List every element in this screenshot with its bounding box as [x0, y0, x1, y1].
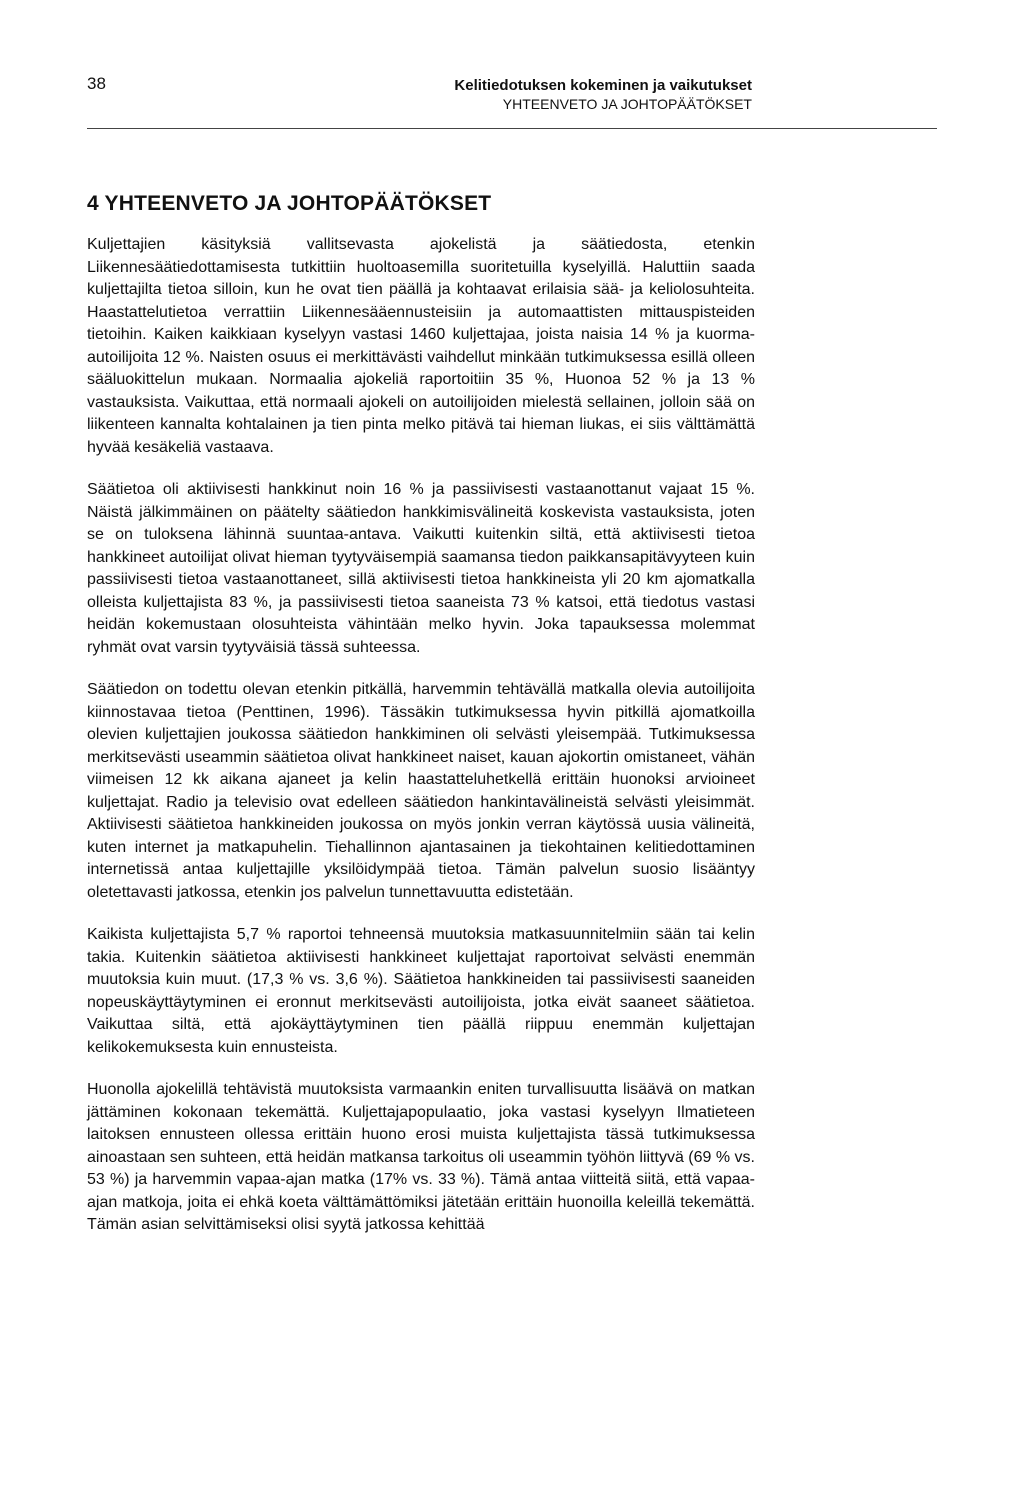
paragraph-5: Huonolla ajokelillä tehtävistä muutoksista varmaankin eniten turvallisuutta lisäävä on matkan jättäminen kokonaan tekemättä. Kuljettajapopulaatio, joka vastasi kyselyyn Ilmatieteen laitoksen ennusteen ollessa erittäin huono erosi muista kuljettajista tässä tutkimuksessa ainoastaan sen suhteen, että heidän matkansa tarkoitus oli useammin työhön liittyvä (69 % vs. 53 %) ja harvemmin vapaa-ajan matka (17% vs. 33 %). Tämä antaa viitteitä siitä, että vapaa-ajan matkoja, joita ei ehkä koeta välttämättömiksi jätetään erittäin huonoilla keleillä tekemättä. Tämän asian selvittämiseksi olisi syytä jatkossa kehittää — [87, 1081, 755, 1233]
body-text — [87, 234, 755, 1257]
page-number: 38 — [87, 74, 106, 93]
running-header-subtitle: YHTEENVETO JA JOHTOPÄÄTÖKSET — [502, 96, 752, 112]
paragraph-2: Säätietoa oli aktiivisesti hankkinut noin 16 % ja passiivisesti vastaanottanut vajaat 15 %. Näistä jälkimmäinen on päätelty säätiedon hankkimisvälineitä koskevista vastauksista, joten se on tuloksena lähinnä suuntaa-antava. Vaikutti kuitenkin siltä, että aktiivisesti tietoa hankkineet autoilijat olivat hieman tyytyväisempiä saamansa tiedon paikkansapitävyyteen kuin passiivisesti tietoa vastaanottaneet, sillä aktiivisesti tietoa hankkineista yli 20 km ajomatkalla olleista kuljettajista 83 %, ja passiivisesti tietoa saaneista 73 % katsoi, että tiedotus vastasi heidän kokemustaan olosuhteista vähintään melko hyvin. Joka tapauksessa molemmat ryhmät ovat varsin tyytyväisiä tässä suhteessa. — [87, 481, 755, 656]
header-divider — [87, 128, 937, 129]
paragraph-4: Kaikista kuljettajista 5,7 % raportoi tehneensä muutoksia matkasuunnitelmiin sään tai kelin takia. Kuitenkin säätietoa aktiivisesti hankkineet kuljettajat raportoivat selvästi enemmän muutoksia kuin muut. (17,3 % vs. 3,6 %). Säätietoa hankkineiden tai passiivisesti saaneiden nopeuskäyttäytyminen ei eronnut merkitsevästi autoilijoista, jotka eivät saaneet säätietoa. Vaikuttaa siltä, että ajokäyttäytyminen tien päällä riippuu enemmän kuljettajan kelikokemuksesta kuin ennusteista. — [87, 926, 755, 1056]
paragraph-3: Säätiedon on todettu olevan etenkin pitkällä, harvemmin tehtävällä matkalla olevia autoilijoita kiinnostavaa tietoa (Penttinen, 1996). Tässäkin tutkimuksessa hyvin pitkillä ajomatkoilla olevien kuljettajien joukossa säätiedon hankkiminen oli selvästi yleisempää. Tutkimuksessa merkitsevästi useammin säätietoa olivat hankkineet naiset, kauan ajokortin omistaneet, vähän viimeisen 12 kk aikana ajaneet ja kelin haastatteluhetkellä erittäin huonoksi arvioineet kuljettajat. Radio ja televisio ovat edelleen säätiedon hankintavälineistä selvästi yleisimmät. Aktiivisesti säätietoa hankkineiden joukossa on myös jonkin verran käytössä uusia välineitä, kuten internet ja matkapuhelin. Tiehallinnon ajantasainen ja tiekohtainen kelitiedottaminen internetissä antaa kuljettajille yksilöidympää tietoa. Tämän palvelun suosio lisääntyy oletettavasti jatkossa, etenkin jos palvelun tunnettavuutta edistetään. — [87, 681, 755, 901]
paragraph-1: Kuljettajien käsityksiä vallitsevasta ajokelistä ja säätiedosta, etenkin Liikennesäätiedottamisesta tutkittiin huoltoasemilla suoritetuilla kyselyillä. Haluttiin saada kuljettajilta tietoa silloin, kun he ovat tien päällä ja kohtaavat erilaisia sää- ja keliolosuhteita. Haastattelutietoa verrattiin Liikennesääennusteisiin ja automaattisten mittauspisteiden tietoihin. Kaiken kaikkiaan kyselyyn vastasi 1460 kuljettajaa, joista naisia 14 % ja kuorma-autoilijoita 12 %. Naisten osuus ei merkittävästi vaihdellut minkään tutkimuksessa esillä olleen sääluokittelun mukaan. Normaalia ajokeliä raportoitiin 35 %, Huonoa 52 % ja 13 % vastauksista. Vaikuttaa, että normaali ajokeli on autoilijoiden mielestä sellainen, jolloin sää on liikenteen kannalta kohtalainen ja tien pinta melko pitävä tai hieman liukas, ei siis välttämättä hyvää kesäkeliä vastaava. — [87, 236, 755, 456]
running-header-title: Kelitiedotuksen kokeminen ja vaikutukset — [454, 77, 752, 94]
running-header — [454, 76, 752, 114]
section-heading: 4 YHTEENVETO JA JOHTOPÄÄTÖKSET — [87, 192, 492, 215]
